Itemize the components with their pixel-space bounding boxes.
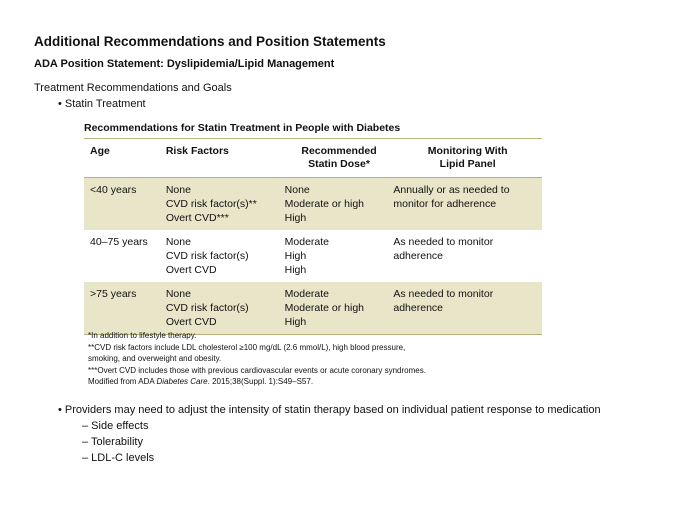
source-suffix: . 2015;38(Suppl. 1):S49–S57. — [207, 377, 314, 386]
cell-line: High — [284, 316, 307, 328]
cell-monitor — [393, 230, 542, 282]
table-title: Recommendations for Statin Treatment in People with Diabetes — [84, 122, 542, 139]
cell-line: None — [284, 184, 310, 196]
table-header-row — [84, 139, 542, 178]
cell-line: Moderate — [284, 236, 329, 248]
header-monitor-line1: Monitoring With — [427, 145, 508, 157]
cell-risk — [166, 230, 285, 282]
cell-line: None — [165, 184, 191, 196]
cell-line: None — [165, 288, 191, 300]
cell-dose — [285, 282, 394, 335]
bullet-statin-treatment: • Statin Treatment — [58, 98, 146, 110]
cell-line: High — [284, 212, 307, 224]
cell-monitor — [393, 178, 542, 231]
sub-bullet-ldl-levels: – LDL-C levels — [82, 452, 155, 464]
table-row — [84, 178, 542, 231]
cell-monitor — [393, 282, 542, 335]
statin-table-container — [84, 122, 542, 335]
cell-age: >75 years — [84, 282, 166, 335]
header-statin-dose — [285, 139, 394, 178]
cell-line: adherence — [393, 302, 443, 314]
header-dose-line1: Recommended — [301, 145, 377, 157]
cell-line: High — [284, 264, 307, 276]
cell-line: As needed to monitor — [393, 288, 494, 300]
footnote-lifestyle: *In addition to lifestyle therapy. — [88, 331, 197, 340]
section-heading: Treatment Recommendations and Goals — [34, 82, 232, 94]
header-monitor-line2: Lipid Panel — [439, 158, 496, 170]
cell-line: High — [284, 250, 307, 262]
footnote-cvd-risk-cont: smoking, and overweight and obesity. — [88, 354, 222, 363]
cell-line: CVD risk factor(s) — [165, 250, 249, 262]
cell-risk — [166, 282, 285, 335]
header-dose-line2: Statin Dose* — [308, 158, 370, 170]
table-row — [84, 230, 542, 282]
footnote-cvd-risk: **CVD risk factors include LDL cholesterol ≥100 mg/dL (2.6 mmol/L), high blood pressure, — [88, 342, 406, 352]
cell-line: None — [165, 236, 191, 248]
page-title: Additional Recommendations and Position Statements — [34, 34, 386, 49]
footnote-overt-cvd: ***Overt CVD includes those with previous cardiovascular events or acute coronary syndromes. — [88, 365, 426, 375]
page-subtitle: ADA Position Statement: Dyslipidemia/Lipid Management — [34, 58, 335, 70]
cell-line: Overt CVD — [165, 264, 217, 276]
cell-age: <40 years — [84, 178, 166, 231]
header-risk-factors: Risk Factors — [165, 145, 229, 157]
cell-line: Moderate or high — [284, 302, 365, 314]
cell-line: Overt CVD*** — [165, 212, 229, 224]
source-journal: Diabetes Care — [156, 377, 208, 386]
sub-bullet-tolerability: – Tolerability — [82, 436, 143, 448]
cell-dose — [285, 178, 394, 231]
cell-line: monitor for adherence — [393, 198, 497, 210]
header-age: Age — [90, 145, 110, 157]
cell-line: Moderate — [284, 288, 329, 300]
header-monitoring — [393, 139, 542, 178]
source-prefix: Modified from ADA — [88, 377, 157, 386]
cell-line: Moderate or high — [284, 198, 365, 210]
sub-bullet-side-effects: – Side effects — [82, 420, 149, 432]
table-footnotes — [88, 330, 426, 388]
cell-line: adherence — [393, 250, 443, 262]
footnote-source — [88, 376, 426, 388]
cell-age: 40–75 years — [90, 236, 148, 248]
cell-dose — [285, 230, 394, 282]
bullet-providers: • Providers may need to adjust the intensity of statin therapy based on individual patient response to medication — [58, 404, 601, 416]
cell-risk — [166, 178, 285, 231]
cell-line: CVD risk factor(s)** — [165, 198, 257, 210]
cell-line: Annually or as needed to — [393, 184, 510, 196]
cell-line: As needed to monitor — [393, 236, 494, 248]
table-row — [84, 282, 542, 335]
cell-line: Overt CVD — [165, 316, 217, 328]
cell-line: CVD risk factor(s) — [165, 302, 249, 314]
statin-recommendations-table — [84, 139, 542, 335]
